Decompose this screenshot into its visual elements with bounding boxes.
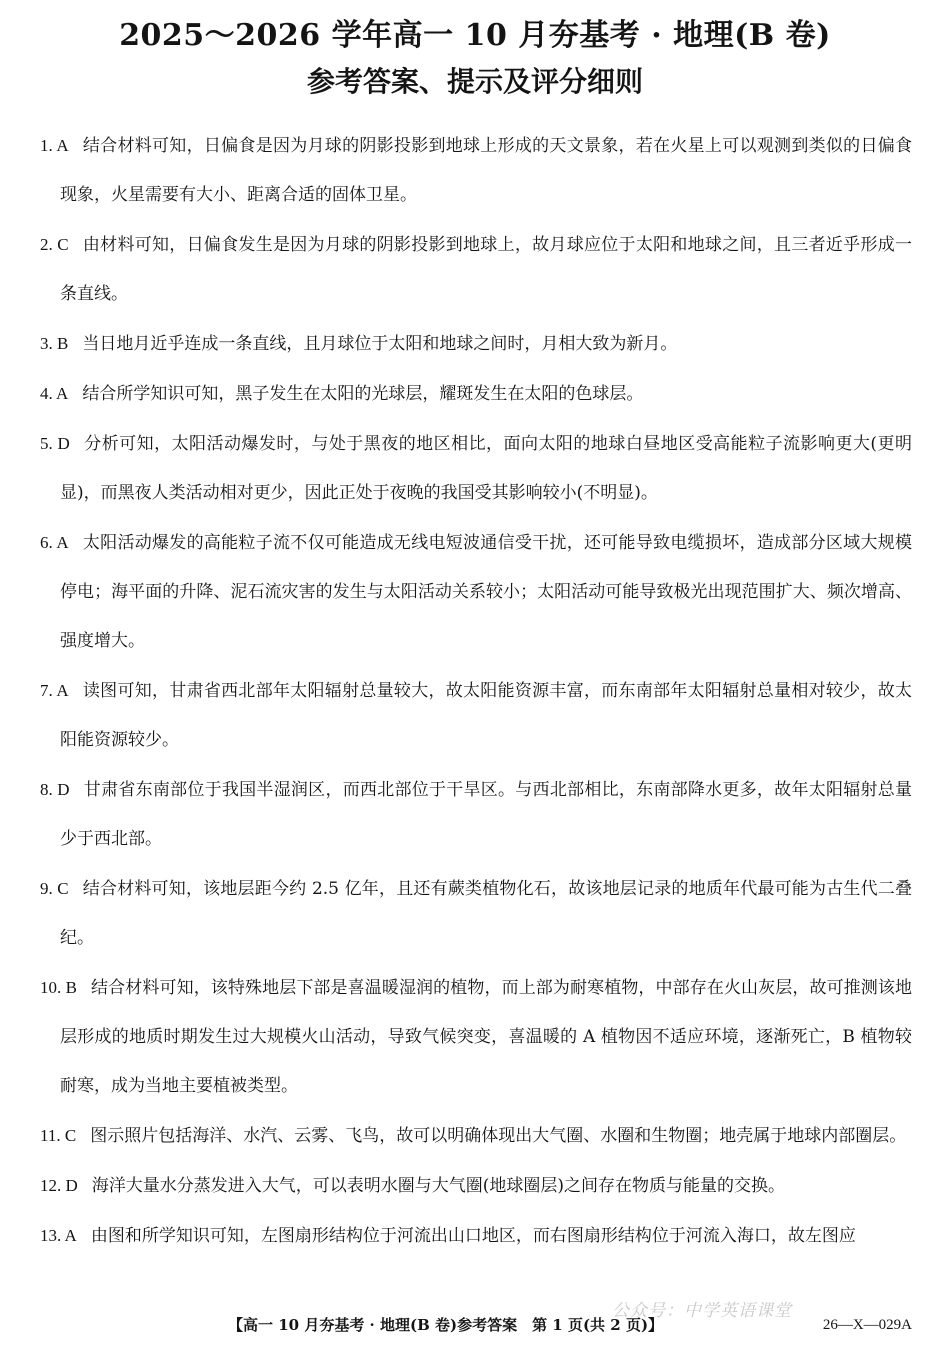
answer-item [40, 1211, 912, 1261]
answer-number: 11. C [40, 1126, 77, 1145]
page-subtitle: 参考答案、提示及评分细则 [306, 65, 643, 98]
answer-item [40, 1111, 912, 1161]
answer-number: 1. A [40, 136, 69, 155]
answer-item [40, 1161, 912, 1211]
answer-number: 3. B [40, 334, 69, 353]
answer-item [40, 518, 912, 666]
answer-number: 5. D [40, 434, 70, 453]
watermark-text: 公众号：中学英语课堂 [612, 1301, 792, 1321]
footer-page-info: 【高一 10 月夯基考 · 地理(B 卷)参考答案 第 1 页(共 2 页)】 [228, 1316, 664, 1334]
answer-item [40, 419, 912, 518]
answer-item [40, 666, 912, 765]
answer-item [40, 220, 912, 319]
answer-number: 10. B [40, 978, 77, 997]
page-title: 2025～2026 学年高一 10 月夯基考 · 地理(B 卷) [119, 18, 831, 53]
answer-item [40, 864, 912, 963]
answer-explanation: 图示照片包括海洋、水汽、云雾、飞鸟，故可以明确体现出大气圈、水圈和生物圈；地壳属于地球内部圈层。 [90, 1126, 907, 1146]
answer-explanation: 分析可知，太阳活动爆发时，与处于黑夜的地区相比，面向太阳的地球白昼地区受高能粒子流影响更大(更明显)，而黑夜人类活动相对更少，因此正处于夜晚的我国受其影响较小(不明显)。 [60, 434, 912, 503]
answer-number: 13. A [40, 1226, 77, 1245]
answer-explanation: 结合所学知识可知，黑子发生在太阳的光球层，耀斑发生在太阳的色球层。 [82, 384, 644, 404]
answer-explanation: 太阳活动爆发的高能粒子流不仅可能造成无线电短波通信受干扰，还可能导致电缆损坏，造成部分区域大规模停电；海平面的升降、泥石流灾害的发生与太阳活动关系较小；太阳活动可能导致极光出现范围扩大、频次增高、强度增大。 [60, 533, 913, 651]
answer-number: 9. C [40, 879, 69, 898]
answer-number: 7. A [40, 681, 69, 700]
answer-explanation: 由图和所学知识可知，左图扇形结构位于河流出山口地区，而右图扇形结构位于河流入海口，故左图应 [90, 1226, 856, 1246]
answer-explanation: 结合材料可知，该特殊地层下部是喜温暖湿润的植物，而上部为耐寒植物，中部存在火山灰层，故可推测该地层形成的地质时期发生过大规模火山活动，导致气候突变，喜温暖的 A 植物因不适应环境，逐渐死亡，B 植物较耐寒，成为当地主要植被类型。 [60, 978, 913, 1096]
page-footer [0, 1313, 950, 1337]
answer-explanation: 读图可知，甘肃省西北部年太阳辐射总量较大，故太阳能资源丰富，而东南部年太阳辐射总量相对较少，故太阳能资源较少。 [60, 681, 913, 750]
answer-number: 6. A [40, 533, 69, 552]
answer-item [40, 963, 912, 1111]
answer-item [40, 369, 912, 419]
answer-explanation: 当日地月近乎连成一条直线，且月球位于太阳和地球之间时，月相大致为新月。 [82, 334, 678, 354]
answer-list [40, 121, 912, 1261]
answer-number: 8. D [40, 780, 70, 799]
answer-explanation: 甘肃省东南部位于我国半湿润区，而西北部位于干旱区。与西北部相比，东南部降水更多，故年太阳辐射总量少于西北部。 [60, 780, 913, 849]
answer-explanation: 海洋大量水分蒸发进入大气，可以表明水圈与大气圈(地球圈层)之间存在物质与能量的交换。 [91, 1176, 786, 1196]
answer-number: 4. A [40, 384, 69, 403]
answer-item [40, 121, 912, 220]
answer-number: 12. D [40, 1176, 78, 1195]
footer-code: 26—X—029A [822, 1317, 912, 1333]
answer-explanation: 结合材料可知，该地层距今约 2.5 亿年，且还有蕨类植物化石，故该地层记录的地质年代最可能为古生代二叠纪。 [60, 879, 913, 948]
answer-explanation: 结合材料可知，日偏食是因为月球的阴影投影到地球上形成的天文景象，若在火星上可以观测到类似的日偏食现象，火星需要有大小、距离合适的固体卫星。 [60, 136, 913, 205]
answer-item [40, 765, 912, 864]
answer-item [40, 319, 912, 369]
answer-explanation: 由材料可知，日偏食发生是因为月球的阴影投影到地球上，故月球应位于太阳和地球之间，且三者近乎形成一条直线。 [60, 235, 913, 304]
answer-number: 2. C [40, 235, 69, 254]
